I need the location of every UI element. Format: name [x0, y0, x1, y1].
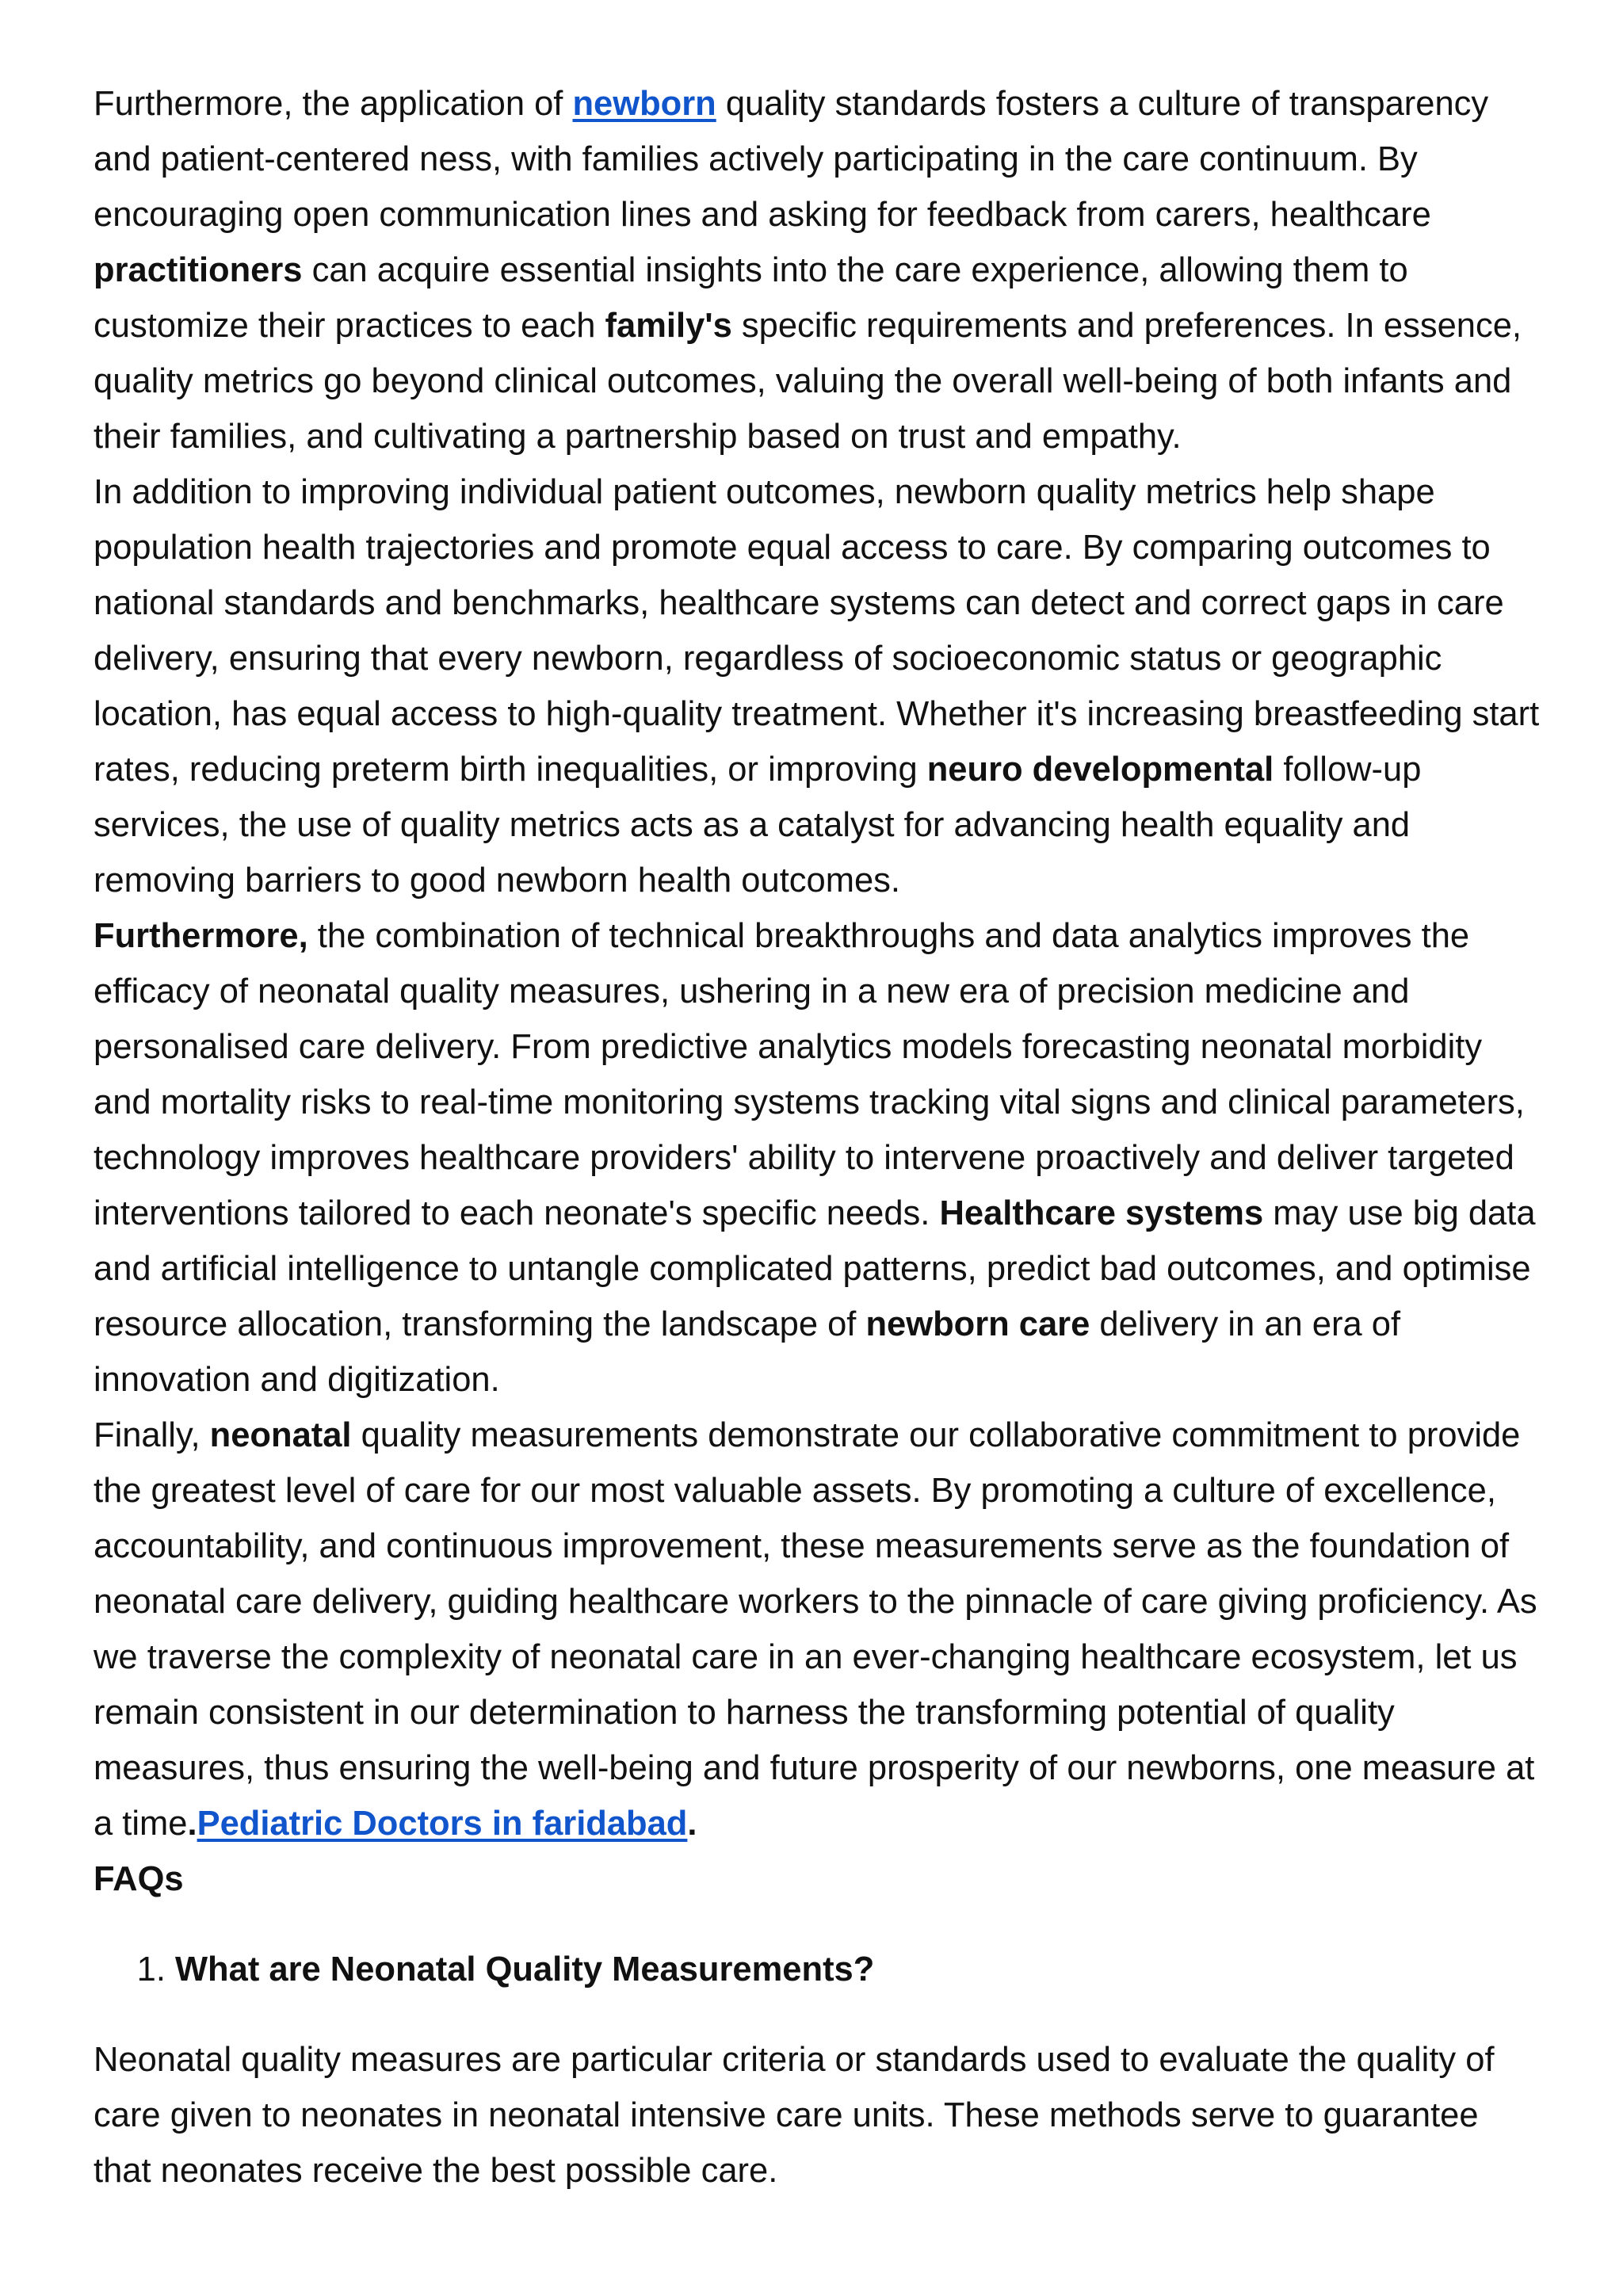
text-run: In addition to improving individual patient outcomes, newborn quality metrics help shape population health trajectories and promote equal access to care. By comparing outcomes to national standards and benchmarks, healthcare systems can detect and correct gaps in care delivery, ensuring that every newborn, regardless of socioeconomic status or geographic location, has equal access to high-quality treatment. Whether it's increasing breastfeeding start rates, reducing preterm birth inequalities, or improving [94, 473, 1540, 789]
bold-term-neonatal: neonatal [209, 1416, 352, 1454]
text-run: delivery in an era of innovation and digitization. [94, 1305, 1401, 1399]
text-run: may use big data and artificial intelligence to untangle complicated patterns, predict bad outcomes, and optimise resource allocation, transforming the landscape of [94, 1194, 1536, 1343]
faq-answer: Neonatal quality measures are particular criteria or standards used to evaluate the quality of care given to neonates in neonatal intensive care units. These methods serve to guarantee that neonates receive the best possible care. [94, 2041, 1495, 2190]
faq-question: 1. What are Neonatal Quality Measurements? [175, 1942, 1544, 1997]
paragraph-family-centered-care [94, 76, 1544, 464]
bold-period: . [687, 1805, 697, 1843]
text-run: quality measurements demonstrate our collaborative commitment to provide the greatest level of care for our most valuable assets. By promoting a culture of excellence, accountability, and continuous improvement, these measurements serve as the foundation of neonatal care delivery, guiding healthcare workers to the pinnacle of care giving proficiency. As we traverse the complexity of neonatal care in an ever-changing healthcare ecosystem, let us remain consistent in our determination to harness the transforming potential of quality measures, thus ensuring the well-being and future prosperity of our newborns, one measure at a time [94, 1416, 1537, 1843]
bold-term-healthcare-systems: Healthcare systems [939, 1194, 1264, 1232]
paragraph-conclusion [94, 1408, 1544, 1851]
paragraph-technology-analytics [94, 908, 1544, 1408]
faq-heading: FAQs [94, 1860, 184, 1898]
bold-term-newborn-care: newborn care [865, 1305, 1090, 1343]
bold-term-practitioners: practitioners [94, 251, 303, 289]
text-run: the combination of technical breakthroughs and data analytics improves the efficacy of neonatal quality measures, ushering in a new era of precision medicine and personalised care delivery. From predictive analytics models forecasting neonatal morbidity and mortality risks to real-time monitoring systems tracking vital signs and clinical parameters, technology improves healthcare providers' ability to intervene proactively and deliver targeted interventions tailored to each neonate's specific needs. [94, 917, 1525, 1232]
paragraph-population-health [94, 464, 1544, 908]
text-run: Furthermore, the application of [94, 85, 573, 123]
text-run: follow-up services, the use of quality metrics acts as a catalyst for advancing health equality and removing barriers to good newborn health outcomes. [94, 751, 1422, 900]
text-run: can acquire essential insights into the care experience, allowing them to customize their practices to each [94, 251, 1408, 345]
text-run: specific requirements and preferences. In essence, quality metrics go beyond clinical outcomes, valuing the overall well-being of both infants and their families, and cultivating a partnership based on trust and empathy. [94, 307, 1522, 456]
text-run: Finally, [94, 1416, 210, 1454]
bold-term-neuro-developmental: neuro developmental [926, 751, 1274, 789]
bold-term-familys: family's [605, 307, 732, 345]
newborn-link[interactable]: newborn [572, 85, 716, 123]
faq-list [94, 1942, 1544, 1997]
pediatric-doctors-link[interactable]: Pediatric Doctors in faridabad [197, 1805, 688, 1843]
bold-period: . [187, 1805, 197, 1843]
document-body [94, 76, 1544, 2199]
bold-term-furthermore: Furthermore, [94, 917, 308, 955]
text-run: quality standards fosters a culture of transparency and patient-centered ness, with families actively participating in the care continuum. By encouraging open communication lines and asking for feedback from carers, healthcare [94, 85, 1489, 234]
